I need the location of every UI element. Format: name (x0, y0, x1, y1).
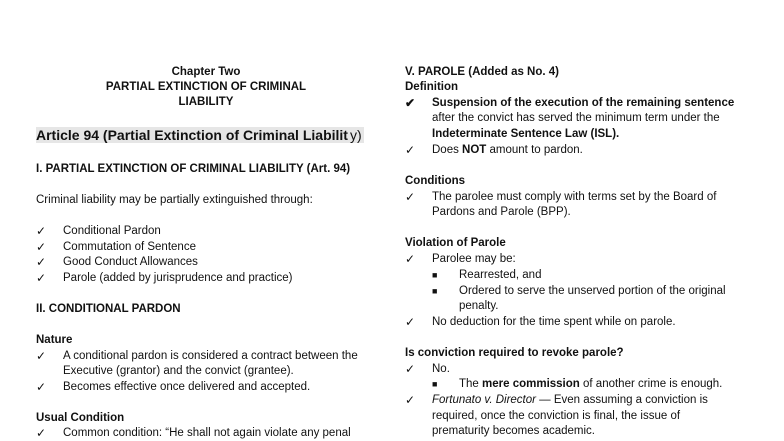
check-icon: ✓ (36, 255, 47, 269)
chapter-title-line1: PARTIAL EXTINCTION OF CRIMINAL (105, 81, 307, 93)
violation-heading: Violation of Parole (405, 237, 506, 249)
check-icon: ✓ (405, 393, 416, 407)
square-bullet-icon: ■ (432, 286, 438, 296)
section-1-heading: I. PARTIAL EXTINCTION OF CRIMINAL LIABILITY (Art. 94) (36, 163, 351, 175)
chapter-label: Chapter Two (171, 66, 241, 78)
conviction-heading: Is conviction required to revoke parole? (405, 347, 624, 359)
parole-heading: V. PAROLE (Added as No. 4) (405, 66, 559, 78)
usual-condition-heading: Usual Condition (36, 412, 125, 424)
definition-heading: Definition (405, 81, 459, 93)
square-bullet-icon: ■ (432, 270, 438, 280)
nature-heading: Nature (36, 334, 73, 346)
chapter-title-line2: LIABILITY (178, 96, 234, 108)
check-icon: ✓ (405, 315, 416, 329)
article-heading-main: Article 94 (Partial Extinction of Criminal Liabilit (36, 127, 348, 143)
check-icon: ✓ (36, 349, 47, 363)
check-icon: ✓ (405, 190, 416, 204)
article-heading-tail: y) (349, 127, 362, 143)
square-bullet-icon: ■ (432, 379, 438, 389)
check-icon: ✓ (405, 143, 416, 157)
article-heading (36, 125, 364, 145)
intro-text: Criminal liability may be partially extinguished through: (36, 194, 313, 206)
check-icon: ✓ (36, 224, 47, 238)
check-icon: ✓ (36, 380, 47, 394)
check-icon: ✓ (405, 252, 416, 266)
check-icon: ✓ (36, 271, 47, 285)
bold-check-icon: ✔ (405, 96, 416, 110)
check-icon: ✓ (405, 362, 416, 376)
conditions-heading: Conditions (405, 175, 466, 187)
document-page: Chapter Two PARTIAL EXTINCTION OF CRIMINAL LIABILITY Article 94 (Partial Extinction of Criminal Liabilit y) I. PARTIAL EXTINCTION OF CRIMINAL LIABILITY (Art. 94) Criminal liability may be partially extinguished through: ✓ Conditional Pardon ✓ Commutation of Sentence ✓ Good Conduct Allowances ✓ Parole (added by jurisprudence and practice) II. CONDITIONAL PARDON Nature ✓ A conditional pardon is considered a contract between the Executive (grantor) and the convict (grantee). ✓ Becomes effective once delivered and accepted. Usual Condition ✓ Common condition: “He shall not again violate any penal V. PAROLE (Added as No. 4) Definition ✔ Suspension of the execution of the remaining sentence after the convict has served the minimum term under the Indeterminate Sentence Law (ISL). ✓ Does NOT amount to pardon. Conditions ✓ The parolee must comply with terms set by the Board of Pardons and Parole (BPP). Violation of Parole ✓ Parolee may be: ■ Rearrested, and ■ Ordered to serve the unserved portion of the original penalty. ✓ No deduction for the time spent while on parole. Is conviction required to revoke parole? ✓ No. ■ The mere commission of another crime is enough. ✓ Fortunato v. Director — Even assuming a conviction is required, once the conviction is final, the issue of prematurity becomes academic. (36, 66, 735, 440)
check-icon: ✓ (36, 240, 47, 254)
section-2-heading: II. CONDITIONAL PARDON (36, 303, 181, 315)
check-icon: ✓ (36, 426, 47, 440)
